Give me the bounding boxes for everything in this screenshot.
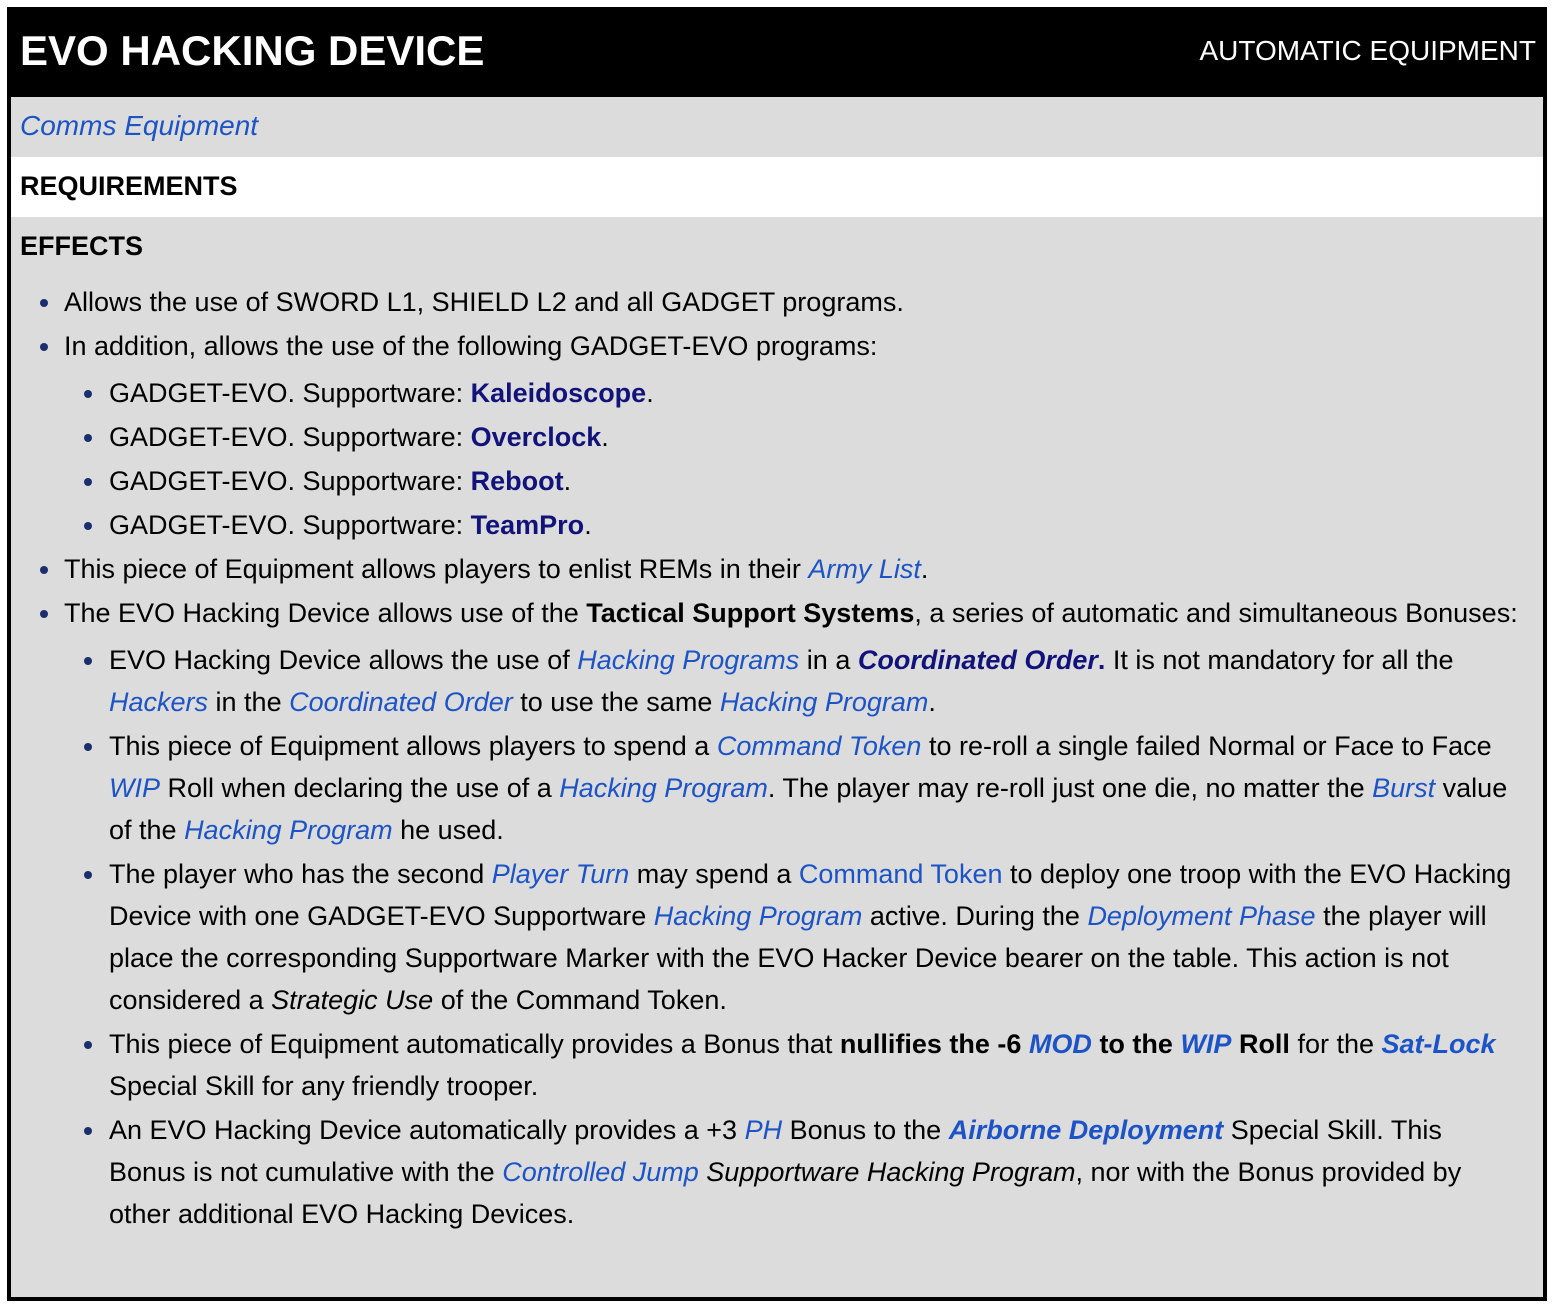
equipment-category: AUTOMATIC EQUIPMENT [1199,35,1536,66]
ph-link[interactable]: PH [744,1115,783,1145]
wip-link[interactable]: WIP [109,773,160,803]
bonus-item: An EVO Hacking Device automatically provides a +3 PH Bonus to the Airborne Deployment Special Skill. This Bonus is not cumulative with the Controlled Jump Supportware Hacking Program, nor with the Bonus provided by other additional EVO Hacking Devices. [64,1109,1523,1235]
bonus-item: This piece of Equipment allows players to spend a Command Token to re-roll a single failed Normal or Face to Face WIP Roll when declaring the use of a Hacking Program. The player may re-roll just one die, no matter the Burst value of the Hacking Program he used. [64,725,1523,851]
card-header [11,11,1543,97]
requirements-heading: REQUIREMENTS [20,171,238,201]
burst-link[interactable]: Burst [1372,773,1436,803]
effects-list [11,281,1543,1237]
program-list [64,372,1523,546]
subtype-row [11,97,1543,157]
coordinated-order-link[interactable]: Coordinated Order [289,687,513,717]
hacking-program-link[interactable]: Hacking Program [559,773,768,803]
army-list-link[interactable]: Army List [808,554,921,584]
effect-item: In addition, allows the use of the following GADGET-EVO programs: GADGET-EVO. Supportware: Kaleidoscope. GADGET-EVO. Supportware: Overclock. GADGET-EVO. Supportware: Reboot. GADGET-EVO. Supportware: TeamPro. [11,325,1543,546]
effect-item: Allows the use of SWORD L1, SHIELD L2 and all GADGET programs. [11,281,1543,323]
command-token-link[interactable]: Command Token [798,859,1003,889]
overclock-link[interactable]: Overclock [470,422,602,452]
program-item: GADGET-EVO. Supportware: Kaleidoscope. [64,372,1523,414]
hacking-program-link[interactable]: Hacking Program [184,815,393,845]
program-item: GADGET-EVO. Supportware: TeamPro. [64,504,1523,546]
teampro-link[interactable]: TeamPro [470,510,585,540]
bonus-item: This piece of Equipment automatically provides a Bonus that nullifies the -6 MOD to the WIP Roll for the Sat-Lock Special Skill for any friendly trooper. [64,1023,1523,1107]
hacking-programs-link[interactable]: Hacking Programs [577,645,800,675]
requirements-row [11,157,1543,217]
hacking-program-link[interactable]: Hacking Program [653,901,863,931]
reboot-link[interactable]: Reboot [470,466,564,496]
bonus-list [64,639,1523,1235]
equipment-card [7,7,1547,1301]
wip-link[interactable]: WIP [1180,1029,1232,1059]
sat-lock-link[interactable]: Sat-Lock [1381,1029,1496,1059]
airborne-deployment-link[interactable]: Airborne Deployment [948,1115,1224,1145]
hacking-program-link[interactable]: Hacking Program [719,687,929,717]
hackers-link[interactable]: Hackers [109,687,209,717]
bonus-item: EVO Hacking Device allows the use of Hacking Programs in a Coordinated Order. It is not mandatory for all the Hackers in the Coordinated Order to use the same Hacking Program. [64,639,1523,723]
mod-link[interactable]: MOD [1028,1029,1092,1059]
effect-item: The EVO Hacking Device allows use of the Tactical Support Systems, a series of automatic and simultaneous Bonuses: EVO Hacking Device allows the use of Hacking Programs in a Coordinated Order. It is not mandatory for all the Hackers in the Coordinated Order to use the same Hacking Program. This piece of Equipment allows players to spend a Command Token to re-roll a single failed Normal or Face to Face WIP Roll when declaring the use of a Hacking Program. The player may re-roll just one die, no matter the Burst value of the Hacking Program he used. The player who has the second Player Turn may spend a Command Token to deploy one troop with the EVO Hacking Device with one GADGET-EVO Supportware Hacking Program active. During the Deployment Phase the player will place the corresponding Supportware Marker with the EVO Hacker Device bearer on the table. This action is not considered a Strategic Use of the Command Token. This piece of Equipment automatically provides a Bonus that nullifies the -6 MOD to the WIP Roll for the Sat-Lock Special Skill for any friendly trooper. An EVO Hacking Device automatically provides a +3 PH Bonus to the Airborne Deployment Special Skill. This Bonus is not cumulative with the Controlled Jump Supportware Hacking Program, nor with the Bonus provided by other additional EVO Hacking Devices. [11,592,1543,1235]
effects-section [11,217,1543,1301]
coordinated-order-link[interactable]: Coordinated Order [857,645,1098,675]
effects-heading: EFFECTS [20,231,144,261]
command-token-link[interactable]: Command Token [716,731,922,761]
bonus-item: The player who has the second Player Turn may spend a Command Token to deploy one troop with the EVO Hacking Device with one GADGET-EVO Supportware Hacking Program active. During the Deployment Phase the player will place the corresponding Supportware Marker with the EVO Hacker Device bearer on the table. This action is not considered a Strategic Use of the Command Token. [64,853,1523,1021]
kaleidoscope-link[interactable]: Kaleidoscope [470,378,647,408]
equipment-title: EVO HACKING DEVICE [20,27,485,74]
deployment-phase-link[interactable]: Deployment Phase [1087,901,1316,931]
comms-equipment-link[interactable]: Comms Equipment [20,110,259,141]
effect-item: This piece of Equipment allows players to enlist REMs in their Army List. [11,548,1543,590]
player-turn-link[interactable]: Player Turn [491,859,630,889]
program-item: GADGET-EVO. Supportware: Overclock. [64,416,1523,458]
program-item: GADGET-EVO. Supportware: Reboot. [64,460,1523,502]
controlled-jump-link[interactable]: Controlled Jump [502,1157,699,1187]
